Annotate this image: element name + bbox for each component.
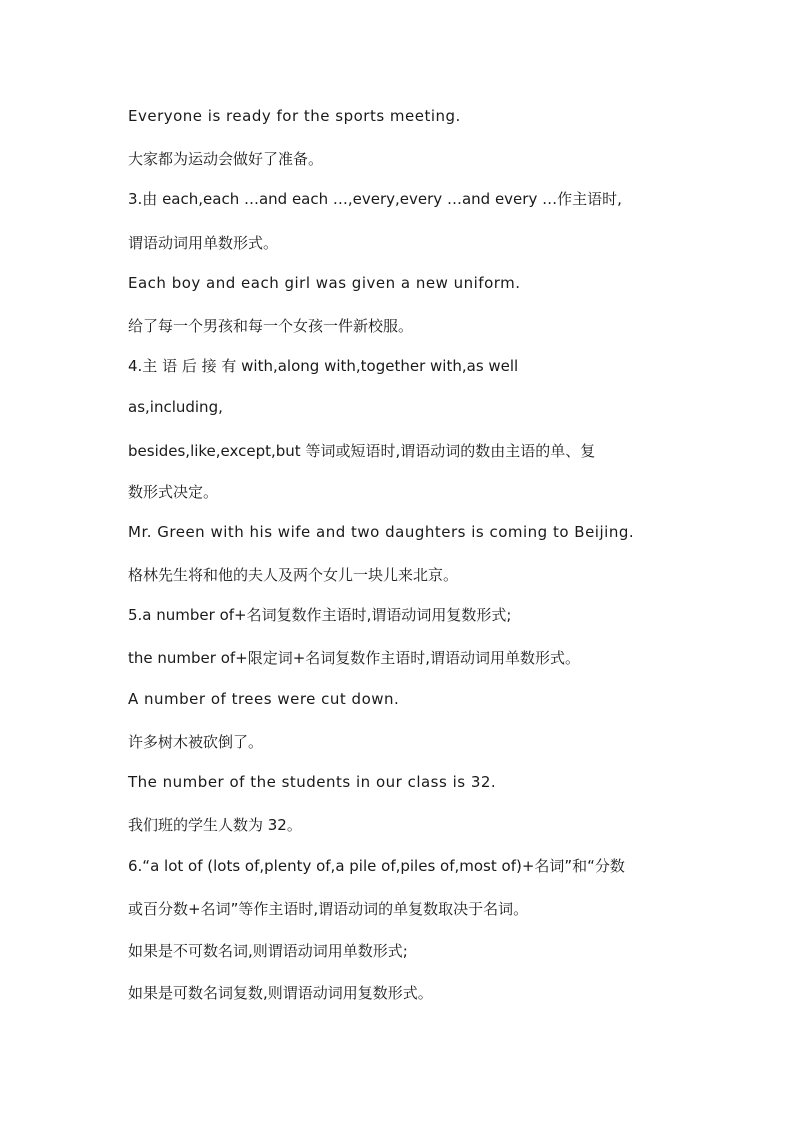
rule-3-line-2: 谓语动词用单数形式。 bbox=[128, 234, 279, 252]
rule-4-line-1: 4.主 语 后 接 有 with,along with,together with,as well bbox=[128, 357, 519, 375]
rule-6-line-2: 或百分数+名词”等作主语时,谓语动词的单复数取决于名词。 bbox=[128, 900, 529, 918]
rule-4-line-2: as,including, bbox=[128, 398, 223, 416]
rule-5-line-1: 5.a number of+名词复数作主语时,谓语动词用复数形式; bbox=[128, 606, 512, 624]
rule-3-line-1: 3.由 each,each …and each …,every,every …and every …作主语时, bbox=[128, 190, 622, 208]
example-sentence: Each boy and each girl was given a new uniform. bbox=[128, 274, 521, 292]
example-sentence: A number of trees were cut down. bbox=[128, 690, 400, 708]
example-sentence: The number of the students in our class is 32. bbox=[128, 773, 497, 791]
rule-4-line-4: 数形式决定。 bbox=[128, 483, 219, 501]
translation-line: 给了每一个男孩和每一个女孩一件新校服。 bbox=[128, 317, 414, 335]
rule-6-line-3: 如果是不可数名词,则谓语动词用单数形式; bbox=[128, 942, 408, 960]
translation-line: 我们班的学生人数为 32。 bbox=[128, 816, 302, 834]
translation-line: 格林先生将和他的夫人及两个女儿一块儿来北京。 bbox=[128, 566, 459, 584]
rule-4-line-3: besides,like,except,but 等词或短语时,谓语动词的数由主语的单、复 bbox=[128, 442, 596, 460]
translation-line: 大家都为运动会做好了准备。 bbox=[128, 150, 324, 168]
rule-6-line-4: 如果是可数名词复数,则谓语动词用复数形式。 bbox=[128, 984, 433, 1002]
example-sentence: Everyone is ready for the sports meeting. bbox=[128, 107, 461, 125]
rule-6-line-1: 6.“a lot of (lots of,plenty of,a pile of,piles of,most of)+名词”和“分数 bbox=[128, 857, 625, 875]
translation-line: 许多树木被砍倒了。 bbox=[128, 733, 264, 751]
example-sentence: Mr. Green with his wife and two daughters is coming to Beijing. bbox=[128, 523, 635, 541]
rule-5-line-2: the number of+限定词+名词复数作主语时,谓语动词用单数形式。 bbox=[128, 649, 581, 667]
